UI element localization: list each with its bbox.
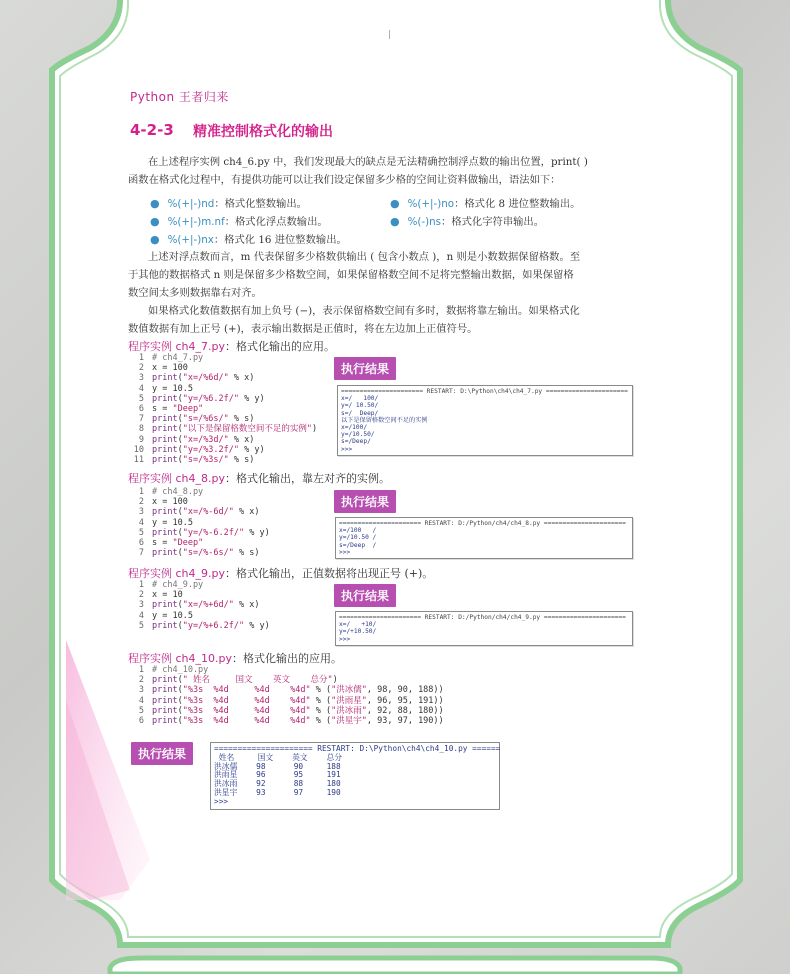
intro-paragraph (128, 153, 633, 189)
output-window-ch4-10 (210, 742, 500, 810)
program-caption-ch4-8: 程序实例 ch4_8.py：格式化输出，靠左对齐的实例。 (128, 472, 391, 485)
output-line: ====================== RESTART: D:/Python/ch4/ch4_9.py ====================== (339, 614, 626, 621)
list-item: ● %(+|-)nd：格式化整数输出。 (150, 197, 307, 210)
code-line: 6 s = "Deep" (138, 538, 204, 549)
list-item: ● %(-)ns：格式化字符串输出。 (390, 215, 545, 228)
book-title: Python 王者归来 (130, 90, 229, 104)
program-caption-ch4-7: 程序实例 ch4_7.py：格式化输出的应用。 (128, 340, 336, 353)
output-line: x=/ +10/ (339, 621, 377, 629)
output-line: y=/10.50/ (341, 431, 375, 439)
output-line: y=/+10.50/ (339, 628, 377, 636)
list-item: ● %(+|-)m.nf：格式化浮点数输出。 (150, 215, 328, 228)
output-line: s=/Deep / (339, 541, 377, 549)
result-badge: 执行结果 (334, 584, 396, 607)
code-line: 7 print("s=/%-6s/" % s) (138, 548, 260, 559)
section-number: 4-2-3 (130, 121, 174, 139)
output-line: s=/ Deep/ (341, 409, 379, 417)
output-line: ===================== RESTART: D:\Python\ch4\ch4_10.py ====== (214, 744, 501, 753)
output-line: s=/Deep/ (341, 438, 371, 446)
program-caption-ch4-10: 程序实例 ch4_10.py：格式化输出的应用。 (128, 652, 343, 665)
code-line: 3 print("x=/%-6d/" % x) (138, 507, 260, 518)
result-badge: 执行结果 (131, 742, 193, 765)
code-listing-ch4-10 (128, 665, 444, 726)
code-line: 1 # ch4_7.py (138, 353, 204, 363)
code-line: 4 y = 10.5 (138, 383, 193, 394)
code-line: 5 print("%3s %4d %4d %4d" % ("洪冰雨", 92, 88, 180)) (138, 705, 444, 716)
code-line: 1 # ch4_9.py (138, 580, 204, 590)
output-line: y=/10.50 / (339, 534, 377, 542)
bullet-icon: ● (390, 197, 400, 210)
output-line: 洪冰儒 98 90 188 (214, 761, 341, 771)
code-line: 10 print("y=/%3.2f/" % y) (133, 444, 265, 455)
code-line: 1 # ch4_10.py (138, 665, 209, 675)
page-marker: | (388, 30, 392, 40)
code-line: 8 print("以下是保留格数空间不足的实例") (138, 424, 318, 435)
output-line: ====================== RESTART: D:\Python\ch4\ch4_7.py ====================== (341, 388, 628, 395)
code-line: 4 y = 10.5 (138, 610, 193, 621)
output-line: >>> (339, 635, 351, 643)
code-line: 3 print("%3s %4d %4d %4d" % ("洪冰儒", 98, 90, 188)) (138, 685, 444, 696)
code-line: 2 x = 10 (138, 590, 183, 601)
output-line: 洪星宇 93 97 190 (214, 787, 341, 797)
next-page-frame (110, 958, 680, 974)
intro-line-2: 函数在格式化过程中，有提供功能可以让我们设定保留多少格的空间让资料做输出，语法如下： (128, 174, 561, 186)
paragraph-2: 上述对浮点数而言，m 代表保留多少格数供输出 ( 包含小数点 )，n 则是小数数据保留格数。至 于其他的数据格式 n 则是保留多少格数空间，如果保留格数空间不足将完整输出数据，如果保留格 数空间太多则数据靠右对齐。 (128, 251, 581, 299)
output-line: x=/100 / (339, 527, 377, 535)
code-line: 7 print("s=/%6s/" % s) (138, 414, 255, 425)
bullet-icon: ● (390, 215, 400, 228)
code-listing-ch4-8 (128, 487, 270, 558)
list-item: ● %(+|-)nx：格式化 16 进位整数输出。 (150, 233, 347, 246)
code-listing-ch4-7 (128, 353, 317, 465)
code-line: 4 y = 10.5 (138, 517, 193, 528)
result-badge: 执行结果 (334, 490, 396, 513)
bullet-icon: ● (150, 215, 160, 228)
intro-line-1: 在上述程序实例 ch4_6.py 中，我们发现最大的缺点是无法精确控制浮点数的输出位置，print( ) (148, 156, 588, 168)
output-line: y=/ 10.50/ (341, 402, 379, 410)
code-line: 3 print("x=/%6d/" % x) (138, 373, 255, 384)
paragraph-3: 如果格式化数值数据有加上负号 (−)，表示保留格数空间有多时，数据将靠左输出。如果格式化 数值数据有加上正号 (+)，表示输出数据是正值时，将在左边加上正值符号。 (128, 305, 580, 335)
code-line: 11 print("s=/%3s/" % s) (133, 455, 255, 466)
code-line: 5 print("y=/%6.2f/" % y) (138, 393, 265, 404)
output-window-ch4-7 (337, 385, 633, 456)
output-line: 姓名 国文 英文 总分 (214, 752, 343, 762)
output-window-ch4-9 (335, 611, 633, 646)
code-line: 2 print(" 姓名 国文 英文 总分") (138, 675, 338, 686)
output-line: >>> (341, 445, 353, 453)
output-line: ====================== RESTART: D:/Python/ch4/ch4_8.py ====================== (339, 520, 626, 527)
bullet-icon: ● (150, 233, 160, 246)
output-window-ch4-8 (335, 517, 633, 559)
code-line: 3 print("x=/%+6d/" % x) (138, 600, 260, 611)
output-line: 洪冰雨 92 88 180 (214, 779, 341, 789)
code-line: 9 print("x=/%3d/" % x) (138, 434, 255, 445)
bullet-icon: ● (150, 197, 160, 210)
code-line: 5 print("y=/%-6.2f/" % y) (138, 527, 270, 538)
code-line: 1 # ch4_8.py (138, 487, 204, 497)
code-line: 4 print("%3s %4d %4d %4d" % ("洪雨星", 96, 95, 191)) (138, 695, 444, 706)
code-listing-ch4-9 (128, 580, 270, 631)
result-badge: 执行结果 (334, 357, 396, 380)
code-line: 5 print("y=/%+6.2f/" % y) (138, 620, 270, 631)
program-caption-ch4-9: 程序实例 ch4_9.py：格式化输出，正值数据将出现正号 (+)。 (128, 567, 434, 580)
code-line: 6 print("%3s %4d %4d %4d" % ("洪星宇", 93, 97, 190)) (138, 716, 444, 727)
output-line: 洪雨星 96 95 191 (214, 770, 341, 780)
output-line: x=/ 100/ (341, 395, 379, 403)
output-line: >>> (339, 548, 351, 556)
output-line: 以下是保留格数空间不足的实例 (341, 416, 428, 424)
section-title: 精准控制格式化的输出 (193, 124, 333, 140)
code-line: 6 s = "Deep" (138, 404, 204, 415)
output-line: x=/100/ (341, 424, 368, 432)
code-line: 2 x = 100 (138, 497, 188, 508)
list-item: ● %(+|-)no：格式化 8 进位整数输出。 (390, 197, 581, 210)
output-line: >>> (214, 796, 229, 806)
code-line: 2 x = 100 (138, 363, 188, 374)
